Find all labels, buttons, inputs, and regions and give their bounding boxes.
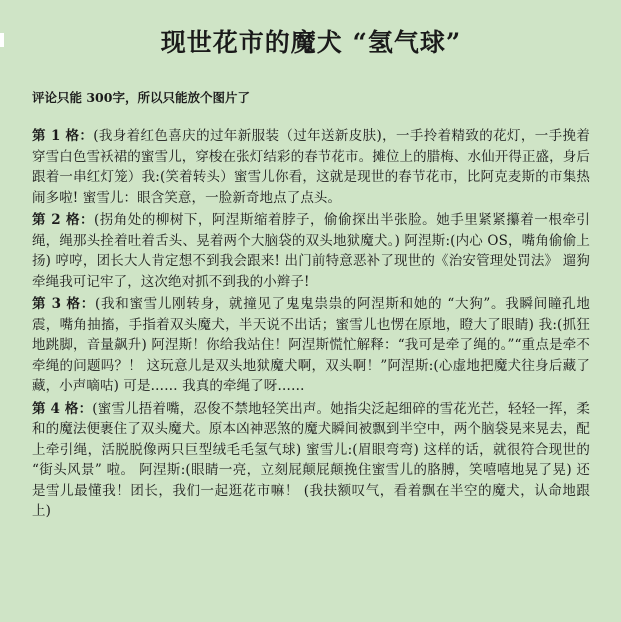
left-edge-mark (0, 33, 4, 47)
story-panels (32, 126, 590, 522)
panel-4-label: 第 4 格： (32, 400, 93, 417)
panel-3-text: (我和蜜雪儿刚转身，就撞见了鬼鬼祟祟的阿涅斯和她的 “大狗”。我瞬间瞳孔地震，嘴角抽搐，手指着双头魔犬，半天说不出话；蜜雪儿也愣在原地，瞪大了眼睛) 我:(抓狂地跳脚，音量飙升) 阿涅斯！你给我站住！阿涅斯慌忙解释：“我可是牵了绳的。”“重点是牵不牵绳的问题吗？！ 这玩意儿是双头地狱魔犬啊，双头啊！”阿涅斯:(心虚地把魔犬往身后藏了藏，小声嘀咕) 可是…… 我真的牵绳了呀…… (32, 296, 590, 394)
panel-1 (32, 126, 590, 208)
page-title: 现世花市的魔犬 “氢气球” (160, 28, 462, 57)
panel-2-label: 第 2 格： (32, 212, 94, 228)
panel-2 (32, 210, 590, 292)
panel-4-text: (蜜雪儿捂着嘴，忍俊不禁地轻笑出声。她指尖泛起细碎的雪花光芒，轻轻一挥，柔和的魔法便裹住了双头魔犬。原本凶神恶煞的魔犬瞬间被飘到半空中，两个脑袋晃来晃去，配上牵引绳，活脱脱像两只巨型绒毛毛氢气球) 蜜雪儿:(眉眼弯弯) 这样的话，就很符合现世的 “街头风景” 啦。 阿涅斯:(眼睛一亮，立刻屁颠屁颠挽住蜜雪儿的胳膊，笑嘻嘻地晃了晃) 还是雪儿最懂我！团长，我们一起逛花市嘛！ (我扶额叹气，看着飘在半空的魔犬，认命地跟上) (32, 400, 590, 519)
panel-3-label: 第 3 格： (32, 296, 96, 312)
panel-2-text: (拐角处的柳树下，阿涅斯缩着脖子，偷偷探出半张脸。她手里紧紧攥着一根牵引绳，绳那头拴着吐着舌头、晃着两个大脑袋的双头地狱魔犬。) 阿涅斯:(内心 OS，嘴角偷偷上扬) 哼哼，团长大人肯定想不到我会跟来! 出门前特意恶补了现世的《治安管理处罚法》 遛狗牵绳我可记牢了，这次绝对抓不到我的小辫子! (32, 212, 590, 290)
panel-1-label: 第 1 格： (32, 128, 94, 144)
page-content (32, 0, 590, 524)
panel-1-text: (我身着红色喜庆的过年新服装（过年送新皮肤)，一手拎着精致的花灯，一手挽着穿雪白色雪袄裙的蜜雪儿，穿梭在张灯结彩的春节花市。摊位上的腊梅、水仙开得正盛，身后跟着一串红灯笼）我:(笑着转头）蜜雪儿你看，这就是现世的春节花市，比阿克麦斯的市集热闹多啦! 蜜雪儿：眼含笑意，一脸新奇地点了点头。 (32, 128, 590, 206)
panel-4 (32, 399, 590, 522)
comment-note: 评论只能 300字，所以只能放个图片了 (32, 90, 250, 105)
panel-3 (32, 294, 590, 397)
